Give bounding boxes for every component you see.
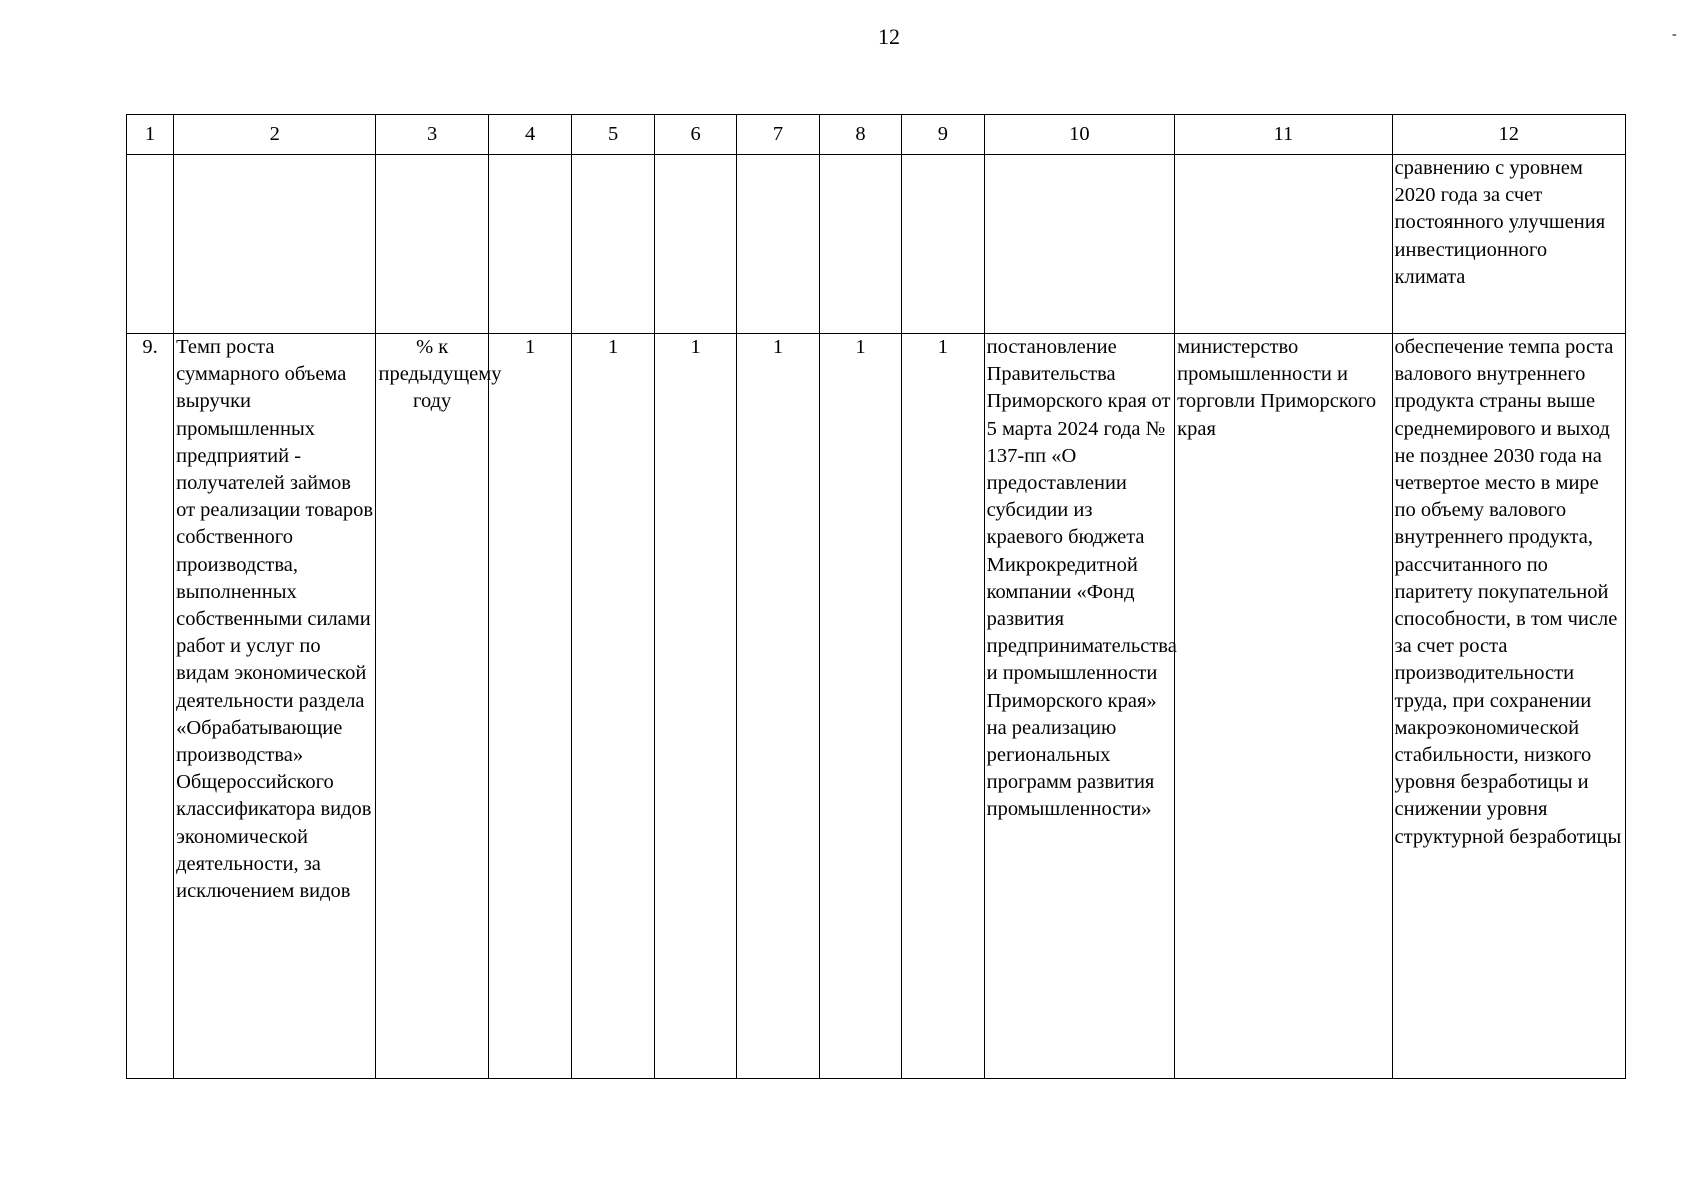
header-cell-7: 7 bbox=[737, 115, 819, 155]
table-cell bbox=[737, 155, 819, 334]
continuation-row bbox=[127, 155, 1626, 334]
table-cell bbox=[572, 155, 654, 334]
indicators-table bbox=[126, 114, 1626, 1079]
header-cell-2: 2 bbox=[174, 115, 376, 155]
header-cell-8: 8 bbox=[819, 115, 901, 155]
table-cell bbox=[127, 155, 174, 334]
table-cell bbox=[488, 155, 572, 334]
document-cell: постановление Правительства Приморского края от 5 марта 2024 года № 137-пп «О предоставлении субсидии из краевого бюджета Микрокредитной компании «Фонд развития предпринимательства и промышленности Приморского края» на реализацию региональных программ развития промышленности» bbox=[984, 334, 1175, 1079]
header-cell-6: 6 bbox=[654, 115, 736, 155]
indicator-cell: Темп роста суммарного объема выручки промышленных предприятий - получателей займов от реализации товаров собственного производства, выполненных собственными силами работ и услуг по видам экономической деятельности раздела «Обрабатывающие производства» Общероссийского классификатора видов экономической деятельности, за исключением видов bbox=[174, 334, 376, 1079]
header-cell-1: 1 bbox=[127, 115, 174, 155]
table-cell bbox=[819, 155, 901, 334]
value-cell-col5: 1 bbox=[572, 334, 654, 1079]
header-cell-5: 5 bbox=[572, 115, 654, 155]
header-row bbox=[127, 115, 1626, 155]
table-cell bbox=[902, 155, 984, 334]
responsible-cell: министерство промышленности и торговли Приморского края bbox=[1175, 334, 1392, 1079]
goal-cell: обеспечение темпа роста валового внутреннего продукта страны выше среднемирового и выход не позднее 2030 года на четвертое место в мире по объему валового внутреннего продукта, рассчитанного по паритету покупательной способности, в том числе за счет роста производительности труда, при сохранении макроэкономической стабильности, низкого уровня безработицы и снижении уровня структурной безработицы bbox=[1392, 334, 1625, 1079]
value-cell-col9: 1 bbox=[902, 334, 984, 1079]
table-cell bbox=[376, 155, 488, 334]
table-row-9 bbox=[127, 334, 1626, 1079]
header-cell-9: 9 bbox=[902, 115, 984, 155]
header-cell-10: 10 bbox=[984, 115, 1175, 155]
page-number: 12 bbox=[878, 24, 900, 49]
header-cell-4: 4 bbox=[488, 115, 572, 155]
value-cell-col6: 1 bbox=[654, 334, 736, 1079]
table-cell bbox=[984, 155, 1175, 334]
goal-continuation-cell: сравнению с уровнем 2020 года за счет постоянного улучшения инвестиционного климата bbox=[1392, 155, 1625, 334]
value-cell-col4: 1 bbox=[488, 334, 572, 1079]
table-cell bbox=[1175, 155, 1392, 334]
unit-cell: % к предыдущему году bbox=[376, 334, 488, 1079]
header-cell-12: 12 bbox=[1392, 115, 1625, 155]
table-cell bbox=[654, 155, 736, 334]
header-cell-11: 11 bbox=[1175, 115, 1392, 155]
table-cell bbox=[174, 155, 376, 334]
row-number-cell: 9. bbox=[127, 334, 174, 1079]
value-cell-col7: 1 bbox=[737, 334, 819, 1079]
header-cell-3: 3 bbox=[376, 115, 488, 155]
value-cell-col8: 1 bbox=[819, 334, 901, 1079]
corner-mark: - bbox=[1672, 27, 1677, 42]
